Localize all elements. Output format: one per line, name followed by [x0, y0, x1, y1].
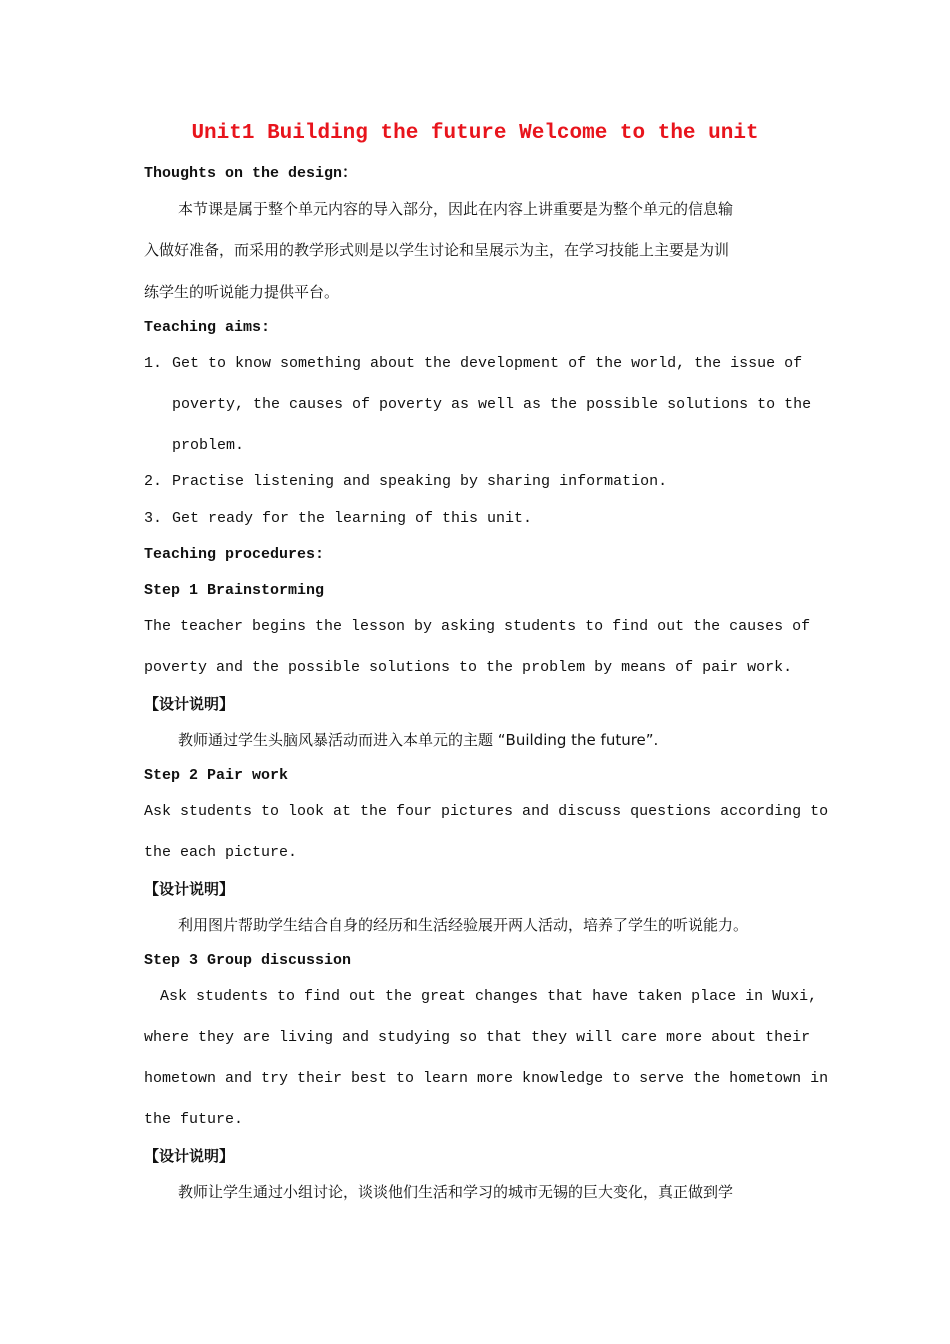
step3-note-label: 【设计说明】 [144, 1147, 235, 1165]
step2-heading: Step 2 Pair work [144, 767, 289, 784]
step2-note-label: 【设计说明】 [144, 880, 235, 898]
aim-1-line-2: poverty, the causes of poverty as well as the possible solutions to the [172, 396, 812, 413]
aim-3-number: 3. [144, 510, 163, 527]
step2-line-2: the each picture. [144, 844, 298, 861]
step1-line-2: poverty and the possible solutions to the problem by means of pair work. [144, 659, 793, 676]
thoughts-line-2: 入做好准备，而采用的教学形式则是以学生讨论和呈展示为主，在学习技能上主要是为训 [144, 241, 730, 259]
step3-line-1: Ask students to find out the great changes that have taken place in Wuxi, [160, 988, 818, 1005]
aims-heading: Teaching aims: [144, 319, 271, 336]
step1-heading: Step 1 Brainstorming [144, 582, 325, 599]
aim-1-line-3: problem. [172, 437, 245, 454]
procedures-heading: Teaching procedures: [144, 546, 325, 563]
document-title: Unit1 Building the future Welcome to the unit [191, 122, 759, 145]
step2-line-1: Ask students to look at the four pictures and discuss questions according to [144, 803, 829, 820]
thoughts-heading: Thoughts on the design： [144, 165, 358, 182]
step1-note: 教师通过学生头脑风暴活动而进入本单元的主题 “Building the future”. [178, 731, 659, 749]
step1-line-1: The teacher begins the lesson by asking students to find out the causes of [144, 618, 811, 635]
aim-3-line-1: Get ready for the learning of this unit. [172, 510, 533, 527]
thoughts-line-3: 练学生的听说能力提供平台。 [144, 283, 340, 301]
aim-2-line-1: Practise listening and speaking by sharing information. [172, 473, 668, 490]
aim-1-line-1: Get to know something about the development of the world, the issue of [172, 355, 803, 372]
aim-2-number: 2. [144, 473, 163, 490]
aim-1-number: 1. [144, 355, 163, 372]
step3-note: 教师让学生通过小组讨论，谈谈他们生活和学习的城市无锡的巨大变化，真正做到学 [178, 1183, 734, 1201]
step3-line-3: hometown and try their best to learn more knowledge to serve the hometown in [144, 1070, 829, 1087]
step3-line-4: the future. [144, 1111, 244, 1128]
step3-heading: Step 3 Group discussion [144, 952, 352, 969]
step3-line-2: where they are living and studying so that they will care more about their [144, 1029, 811, 1046]
step2-note: 利用图片帮助学生结合自身的经历和生活经验展开两人活动，培养了学生的听说能力。 [178, 916, 749, 934]
thoughts-line-1: 本节课是属于整个单元内容的导入部分，因此在内容上讲重要是为整个单元的信息输 [178, 200, 734, 218]
step1-note-label: 【设计说明】 [144, 695, 235, 713]
